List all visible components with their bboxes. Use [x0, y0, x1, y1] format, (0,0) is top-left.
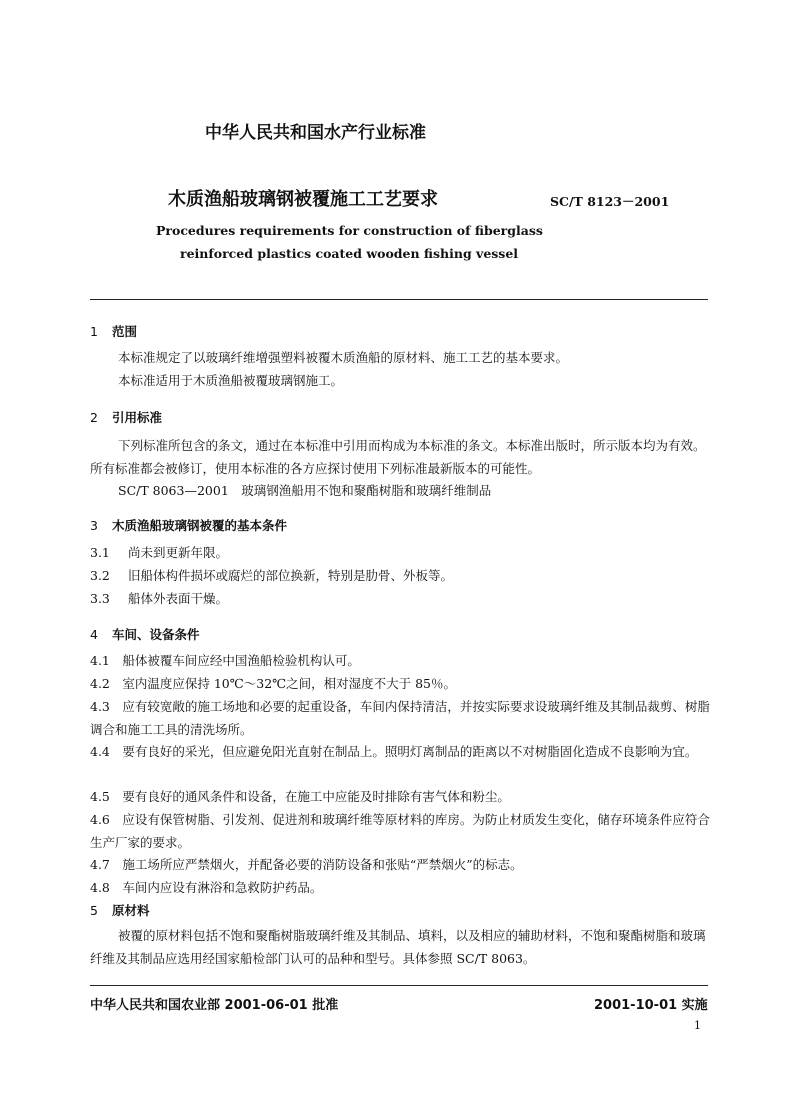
section-2-heading — [90, 408, 162, 426]
item-text: 旧船体构件损坏或腐烂的部位换新，特别是肋骨、外板等。 — [128, 568, 454, 583]
page-number: 1 — [694, 1019, 701, 1032]
section-4-item-1: 4.1 船体被覆车间应经中国渔船检验机构认可。 — [90, 653, 360, 668]
section-title: 原材料 — [112, 903, 150, 918]
section-2-paragraph: 下列标准所包含的条文，通过在本标准中引用而构成为本标准的条文。本标准出版时，所示版本均为有效。所有标准都会被修订，使用本标准的各方应探讨使用下列标准最新版本的可能性。 — [90, 438, 706, 476]
list-item — [90, 543, 228, 561]
section-number: 2 — [90, 410, 98, 425]
item-number: 3.1 — [90, 545, 110, 560]
section-title: 范围 — [112, 324, 138, 339]
section-3-heading — [90, 516, 287, 534]
issuing-body: 中华人民共和国水产行业标准 — [205, 123, 426, 143]
section-number: 1 — [90, 324, 98, 339]
item-text: 尚未到更新年限。 — [128, 545, 229, 560]
section-1-paragraph-1: 本标准规定了以玻璃纤维增强塑料被覆木质渔船的原材料、施工工艺的基本要求。 — [118, 350, 569, 365]
section-4-item-2: 4.2 室内温度应保持 10℃～32℃之间，相对湿度不大于 85％。 — [90, 676, 457, 691]
section-number: 4 — [90, 627, 98, 642]
document-title-en-line2: reinforced plastics coated wooden fishing vessel — [180, 246, 519, 261]
section-4-item-7: 4.7 施工场所应严禁烟火，并配备必要的消防设备和张贴“严禁烟火”的标志。 — [90, 857, 523, 872]
implementation-line: 2001-10-01 实施 — [594, 998, 708, 1013]
document-title-cn: 木质渔船玻璃钢被覆施工工艺要求 — [168, 189, 438, 210]
list-item — [90, 566, 453, 584]
item-text: 船体外表面干燥。 — [128, 591, 229, 606]
section-1-heading — [90, 322, 137, 340]
section-4-item-4: 4.4 要有良好的采光，但应避免阳光直射在制品上。照明灯离制品的距离以不对树脂固化造成不良影响为宜。 — [90, 744, 698, 759]
standard-code: SC/T 8123－2001 — [550, 194, 670, 209]
section-4-item-5: 4.5 要有良好的通风条件和设备，在施工中应能及时排除有害气体和粉尘。 — [90, 789, 510, 804]
section-title: 车间、设备条件 — [112, 627, 200, 642]
section-5-paragraph: 被覆的原材料包括不饱和聚酯树脂玻璃纤维及其制品、填料，以及相应的辅助材料，不饱和聚酯树脂和玻璃纤维及其制品应选用经国家船检部门认可的品种和型号。具体参照 SC/T 8063。 — [90, 928, 706, 966]
section-number: 3 — [90, 518, 98, 533]
section-4-heading — [90, 625, 200, 643]
section-4-item-8: 4.8 车间内应设有淋浴和急救防护药品。 — [90, 880, 323, 895]
item-number: 3.3 — [90, 591, 110, 606]
section-title: 引用标准 — [112, 410, 163, 425]
section-4-item-3: 4.3 应有较宽敞的施工场地和必要的起重设备，车间内保持清洁，并按实际要求设玻璃纤维及其制品裁剪、树脂调合和施工工具的清洗场所。 — [90, 699, 710, 737]
section-4-item-6: 4.6 应设有保管树脂、引发剂、促进剂和玻璃纤维等原材料的库房。为防止材质发生变化，储存环境条件应符合生产厂家的要求。 — [90, 812, 710, 850]
section-number: 5 — [90, 903, 98, 918]
list-item — [90, 589, 228, 607]
document-title-en-line1: Procedures requirements for construction of fiberglass — [156, 223, 543, 238]
approval-line: 中华人民共和国农业部 2001-06-01 批准 — [90, 998, 339, 1013]
footer-divider — [90, 985, 708, 986]
section-title: 木质渔船玻璃钢被覆的基本条件 — [112, 518, 288, 533]
section-1-paragraph-2: 本标准适用于木质渔船被覆玻璃钢施工。 — [118, 373, 344, 388]
header-divider — [90, 299, 708, 300]
item-number: 3.2 — [90, 568, 110, 583]
section-2-reference: SC/T 8063—2001 玻璃钢渔船用不饱和聚酯树脂和玻璃纤维制品 — [118, 483, 492, 498]
section-5-heading — [90, 901, 150, 919]
